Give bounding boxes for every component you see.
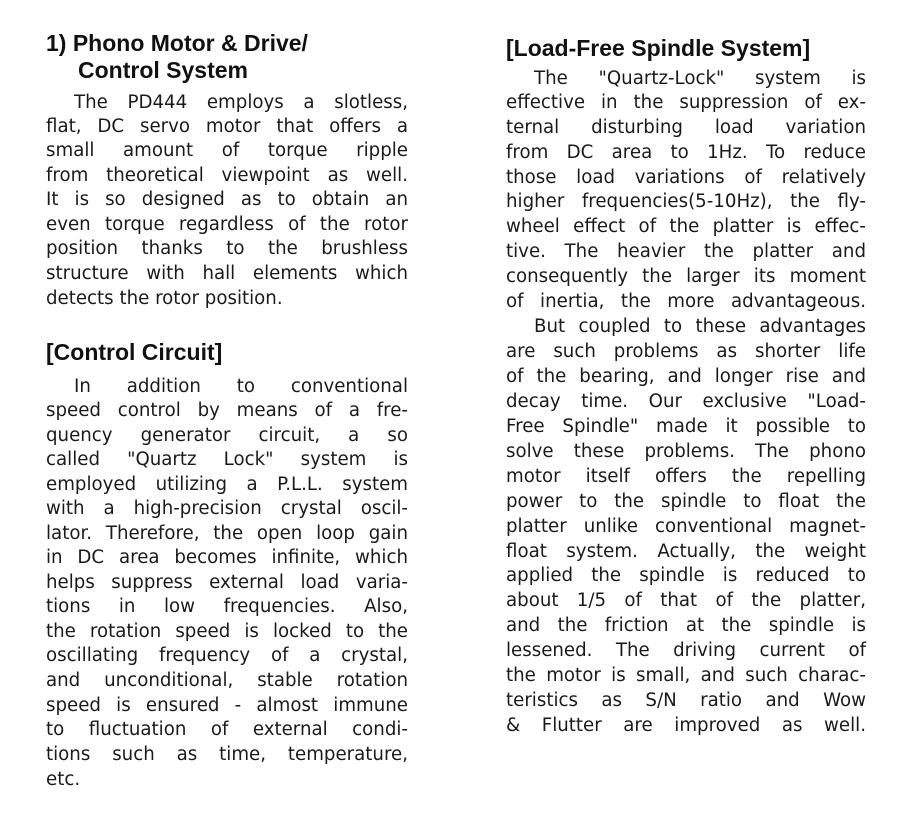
text-line: those load variations of relatively: [506, 167, 866, 188]
text-line: the rotation speed is locked to the: [46, 621, 408, 642]
text-line: consequently the larger its moment: [506, 266, 866, 287]
text-line: applied the spindle is reduced to: [506, 565, 866, 586]
text-line: from theoretical viewpoint as well.: [46, 165, 408, 186]
text-line: flat, DC servo motor that offers a: [46, 116, 408, 137]
text-line: employed utilizing a P.L.L. system: [46, 474, 408, 495]
text-line: about 1/5 of that of the platter,: [506, 590, 866, 611]
text-line: structure with hall elements which: [46, 263, 408, 284]
text-line: helps suppress external load varia-: [46, 572, 408, 593]
text-line: position thanks to the brushless: [46, 238, 408, 259]
text-line: speed is ensured - almost immune: [46, 695, 408, 716]
text-line: detects the rotor position.: [46, 288, 283, 309]
text-line: lator. Therefore, the open loop gain: [46, 523, 408, 544]
text-line: tions such as time, temperature,: [46, 744, 408, 765]
text-line: of inertia, the more advantageous.: [506, 291, 866, 312]
text-line: speed control by means of a fre-: [46, 400, 408, 421]
text-line: teristics as S/N ratio and Wow: [506, 690, 866, 711]
text-line: The PD444 employs a slotless,: [74, 92, 408, 113]
text-line: tive. The heavier the platter and: [506, 241, 866, 262]
section-heading-control-circuit: [Control Circuit]: [46, 339, 223, 365]
text-line: effective in the suppression of ex-: [506, 92, 866, 113]
text-line: oscillating frequency of a crystal,: [46, 645, 408, 666]
text-line: etc.: [46, 769, 81, 790]
text-line: & Flutter are improved as well.: [506, 715, 866, 736]
text-line: The "Quartz-Lock" system is: [534, 68, 866, 89]
text-line: and unconditional, stable rotation: [46, 670, 408, 691]
text-line: solve these problems. The phono: [506, 441, 866, 462]
text-line: decay time. Our exclusive "Load-: [506, 391, 866, 412]
text-line: It is so designed as to obtain an: [46, 189, 408, 210]
section-heading-phono-motor-cont: Control System: [78, 57, 248, 83]
text-line: and the friction at the spindle is: [506, 615, 866, 636]
text-line: called "Quartz Lock" system is: [46, 449, 408, 470]
text-line: tions in low frequencies. Also,: [46, 596, 408, 617]
text-line: wheel effect of the platter is effec-: [506, 216, 866, 237]
text-line: the motor is small, and such charac-: [506, 665, 866, 686]
text-line: small amount of torque ripple: [46, 140, 408, 161]
text-line: to fluctuation of external condi-: [46, 719, 408, 740]
text-line: platter unlike conventional magnet-: [506, 516, 866, 537]
text-line: ternal disturbing load variation: [506, 117, 866, 138]
text-line: But coupled to these advantages: [534, 316, 866, 337]
text-line: motor itself offers the repelling: [506, 466, 866, 487]
text-line: of the bearing, and longer rise and: [506, 366, 866, 387]
text-line: power to the spindle to float the: [506, 491, 866, 512]
text-line: higher frequencies(5-10Hz), the fly-: [506, 191, 866, 212]
text-line: float system. Actually, the weight: [506, 541, 866, 562]
text-line: In addition to conventional: [74, 376, 408, 397]
section-heading-load-free-spindle: [Load-Free Spindle System]: [506, 35, 811, 61]
text-line: lessened. The driving current of: [506, 640, 866, 661]
text-line: with a high-precision crystal oscil-: [46, 498, 408, 519]
text-line: are such problems as shorter life: [506, 341, 866, 362]
text-line: quency generator circuit, a so: [46, 425, 408, 446]
text-line: in DC area becomes infinite, which: [46, 547, 408, 568]
text-line: from DC area to 1Hz. To reduce: [506, 142, 866, 163]
text-line: even torque regardless of the rotor: [46, 214, 408, 235]
text-line: Free Spindle" made it possible to: [506, 416, 866, 437]
section-heading-phono-motor: 1) Phono Motor & Drive/: [46, 30, 308, 56]
